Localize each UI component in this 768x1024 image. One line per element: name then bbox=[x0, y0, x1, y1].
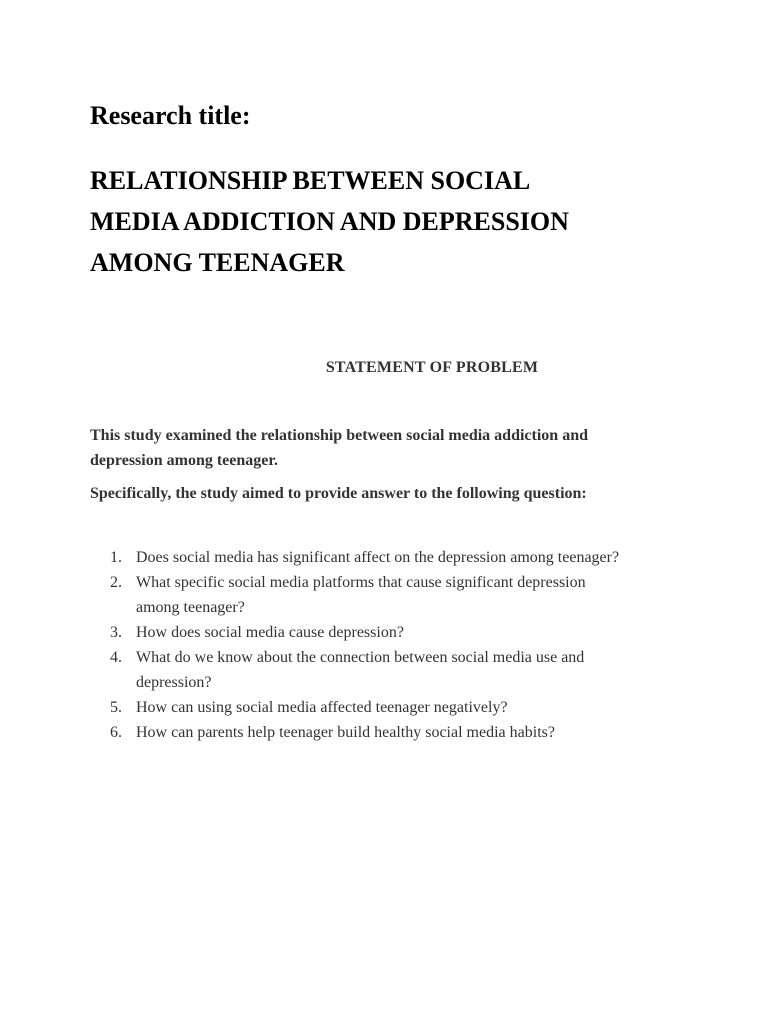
research-title bbox=[90, 160, 690, 283]
question-text: What specific social media platforms that cause significant depression bbox=[136, 574, 586, 591]
question-item bbox=[90, 720, 690, 745]
question-number: 5. bbox=[110, 699, 122, 716]
question-text: Does social media has significant affect on the depression among teenager? bbox=[136, 549, 620, 566]
question-list bbox=[90, 545, 690, 745]
intro-question-lead: Specifically, the study aimed to provide answer to the following question: bbox=[90, 485, 587, 502]
intro-paragraph bbox=[90, 423, 690, 473]
research-title-line: RELATIONSHIP BETWEEN SOCIAL bbox=[90, 166, 531, 195]
question-item bbox=[90, 645, 690, 695]
research-title-label: Research title: bbox=[90, 101, 251, 130]
question-item bbox=[90, 545, 690, 570]
question-item bbox=[90, 695, 690, 720]
section-heading: STATEMENT OF PROBLEM bbox=[325, 359, 539, 376]
research-title-line: MEDIA ADDICTION AND DEPRESSION bbox=[90, 207, 569, 236]
intro-line: This study examined the relationship between social media addiction and bbox=[90, 427, 588, 444]
question-number: 2. bbox=[110, 574, 122, 591]
research-title-line: AMONG TEENAGER bbox=[90, 248, 345, 277]
question-text: depression? bbox=[136, 674, 212, 691]
question-text: How can parents help teenager build healthy social media habits? bbox=[136, 724, 555, 741]
question-item bbox=[90, 570, 690, 620]
question-text: How does social media cause depression? bbox=[136, 624, 404, 641]
question-text: What do we know about the connection between social media use and bbox=[136, 649, 585, 666]
question-number: 4. bbox=[110, 649, 122, 666]
question-text: among teenager? bbox=[136, 599, 245, 616]
question-number: 3. bbox=[110, 624, 122, 641]
intro-line: depression among teenager. bbox=[90, 452, 278, 469]
question-text: How can using social media affected teenager negatively? bbox=[136, 699, 508, 716]
question-item bbox=[90, 620, 690, 645]
question-number: 1. bbox=[110, 549, 122, 566]
question-number: 6. bbox=[110, 724, 122, 741]
